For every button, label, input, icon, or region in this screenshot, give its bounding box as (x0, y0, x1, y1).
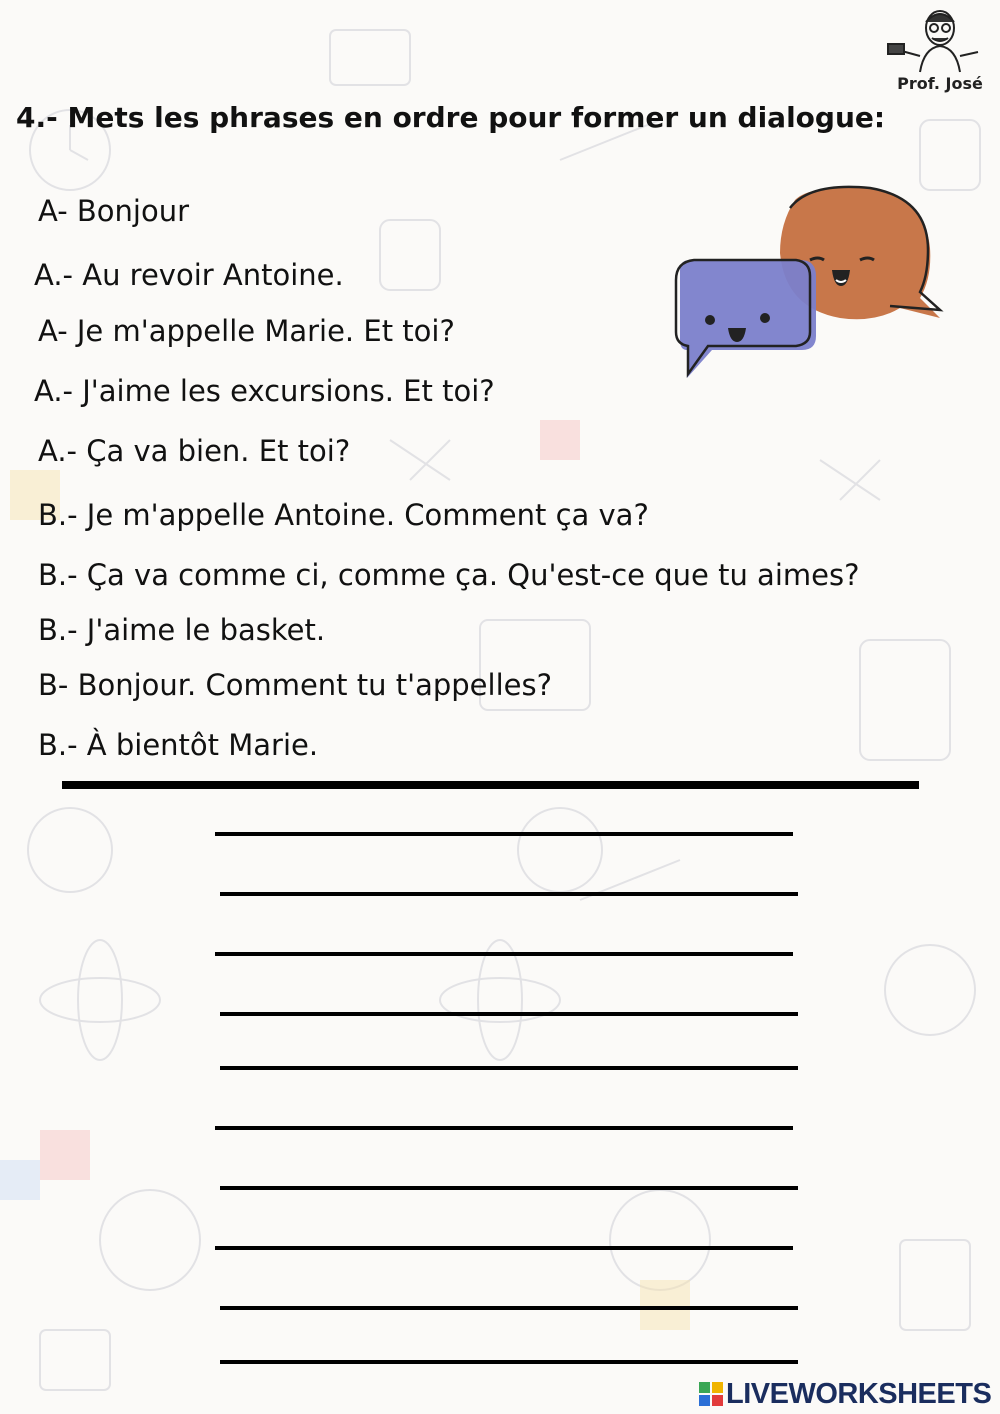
phrase-item: A.- Au revoir Antoine. (34, 258, 344, 292)
answer-line (220, 1012, 798, 1016)
answer-line (220, 1360, 798, 1364)
speech-bubbles-icon (660, 180, 950, 410)
phrase-item: B.- Ça va comme ci, comme ça. Qu'est-ce que tu aimes? (38, 558, 860, 592)
phrase-item: B- Bonjour. Comment tu t'appelles? (38, 668, 552, 702)
answer-line (215, 1126, 793, 1130)
separator-rule (62, 781, 919, 789)
answer-line (220, 1066, 798, 1070)
phrase-item: B.- J'aime le basket. (38, 613, 326, 647)
answer-line (215, 832, 793, 836)
exercise-title: 4.- Mets les phrases en ordre pour former un dialogue: (16, 101, 886, 134)
phrase-item: B.- À bientôt Marie. (38, 728, 319, 762)
phrase-item: A.- Ça va bien. Et toi? (38, 434, 351, 468)
brand-text: LIVEWORKSHEETS (726, 1377, 992, 1410)
answer-line (220, 1186, 798, 1190)
answer-line (220, 892, 798, 896)
phrase-item: B.- Je m'appelle Antoine. Comment ça va? (38, 498, 649, 532)
phrase-item: A.- J'aime les excursions. Et toi? (34, 374, 495, 408)
teacher-caricature-icon (884, 4, 996, 74)
logo-caption: Prof. José (897, 74, 983, 93)
phrase-item: A- Bonjour (38, 194, 190, 228)
answer-line (215, 952, 793, 956)
prof-jose-logo (884, 4, 996, 98)
liveworksheets-brand (698, 1378, 994, 1410)
answer-line (220, 1306, 798, 1310)
phrase-item: A- Je m'appelle Marie. Et toi? (38, 314, 455, 348)
answer-line (215, 1246, 793, 1250)
liveworksheets-logo-icon (698, 1381, 724, 1407)
